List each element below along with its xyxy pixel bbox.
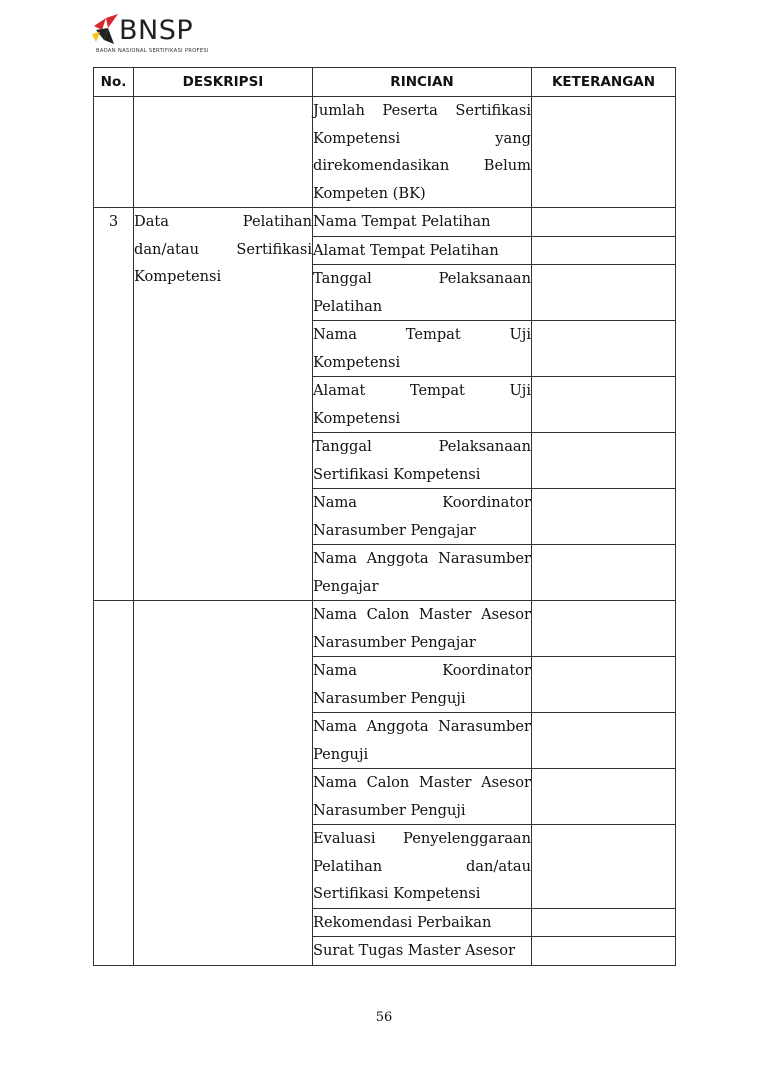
logo-subtitle: BADAN NASIONAL SERTIFIKASI PROFESI xyxy=(96,48,209,54)
row-keterangan xyxy=(532,937,676,966)
row-keterangan xyxy=(532,377,676,433)
column-header-keterangan: KETERANGAN xyxy=(532,68,676,97)
row-number: 3 xyxy=(94,208,134,601)
row-rincian: Alamat Tempat Uji Kompetensi xyxy=(313,377,532,433)
row-keterangan xyxy=(532,236,676,265)
table-row xyxy=(94,208,676,237)
row-rincian: Rekomendasi Perbaikan xyxy=(313,908,532,937)
logo-text: BNSP xyxy=(119,15,194,46)
row-keterangan xyxy=(532,97,676,208)
column-header-no: No. xyxy=(94,68,134,97)
row-description xyxy=(134,601,313,966)
row-rincian: Nama Anggota Narasumber Penguji xyxy=(313,713,532,769)
table-row xyxy=(94,601,676,657)
row-rincian: Evaluasi Penyelenggaraan Pelatihan dan/atau Sertifikasi Kompetensi xyxy=(313,825,532,909)
column-header-rincian: RINCIAN xyxy=(313,68,532,97)
row-rincian: Nama Calon Master Asesor Narasumber Pengajar xyxy=(313,601,532,657)
bnsp-emblem-icon xyxy=(92,14,122,48)
row-keterangan xyxy=(532,433,676,489)
row-keterangan xyxy=(532,713,676,769)
row-description xyxy=(134,97,313,208)
row-keterangan xyxy=(532,208,676,237)
row-keterangan xyxy=(532,657,676,713)
data-table xyxy=(93,67,676,966)
row-keterangan xyxy=(532,489,676,545)
row-keterangan xyxy=(532,265,676,321)
row-rincian: Alamat Tempat Pelatihan xyxy=(313,236,532,265)
row-rincian: Nama Tempat Pelatihan xyxy=(313,208,532,237)
row-number xyxy=(94,601,134,966)
row-rincian: Jumlah Peserta Sertifikasi Kompetensi yang direkomendasikan Belum Kompeten (BK) xyxy=(313,97,532,208)
row-rincian: Nama Calon Master Asesor Narasumber Penguji xyxy=(313,769,532,825)
row-rincian: Nama Koordinator Narasumber Pengajar xyxy=(313,489,532,545)
row-keterangan xyxy=(532,825,676,909)
row-rincian: Surat Tugas Master Asesor xyxy=(313,937,532,966)
row-rincian: Tanggal Pelaksanaan Pelatihan xyxy=(313,265,532,321)
table-header-row xyxy=(94,68,676,97)
row-keterangan xyxy=(532,769,676,825)
row-keterangan xyxy=(532,908,676,937)
row-rincian: Nama Koordinator Narasumber Penguji xyxy=(313,657,532,713)
row-keterangan xyxy=(532,321,676,377)
row-description: Data Pelatihan dan/atau Sertifikasi Kompetensi xyxy=(134,208,313,601)
column-header-deskripsi: DESKRIPSI xyxy=(134,68,313,97)
row-rincian: Nama Tempat Uji Kompetensi xyxy=(313,321,532,377)
bnsp-logo xyxy=(92,14,252,58)
row-rincian: Nama Anggota Narasumber Pengajar xyxy=(313,545,532,601)
row-keterangan xyxy=(532,545,676,601)
row-rincian: Tanggal Pelaksanaan Sertifikasi Kompetensi xyxy=(313,433,532,489)
row-number xyxy=(94,97,134,208)
page-number: 56 xyxy=(375,1010,393,1025)
table-row xyxy=(94,97,676,208)
row-keterangan xyxy=(532,601,676,657)
